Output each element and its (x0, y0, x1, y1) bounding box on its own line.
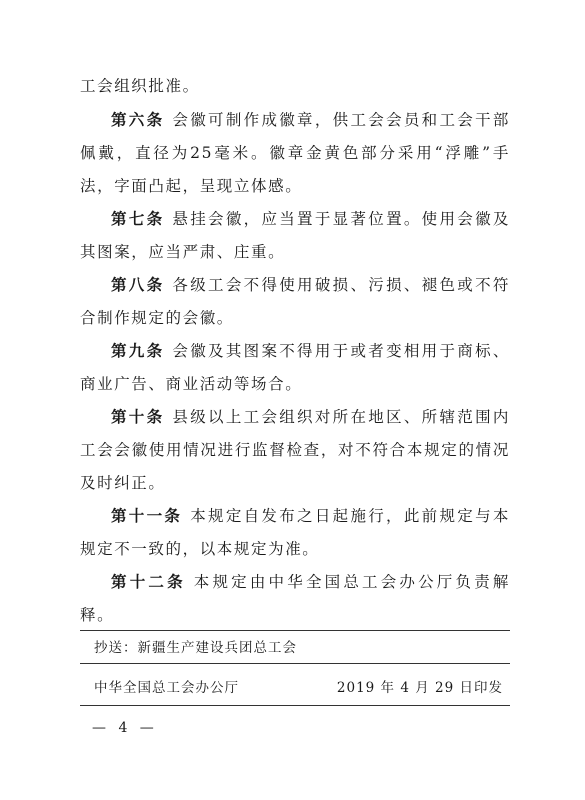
paragraph-text: 会徽及其图案不得用于或者变相用于商标、商业广告、商业活动等场合。 (80, 342, 510, 393)
article-9 (80, 334, 510, 401)
article-7 (80, 202, 510, 269)
footer-divider-top (80, 630, 510, 631)
article-heading: 第七条 (111, 209, 165, 228)
article-12 (80, 565, 510, 632)
paragraph-text: 会徽可制作成徽章，供工会会员和工会干部佩戴，直径为25毫米。徽章金黄色部分采用“浮雕”手法，字面凸起，呈现立体感。 (80, 111, 510, 195)
page-number: — 4 — (92, 720, 158, 736)
article-11 (80, 499, 510, 566)
article-6 (80, 103, 510, 203)
issue-date: 2019 年 4 月 29 日印发 (336, 680, 503, 696)
paragraph-continuation (80, 70, 510, 103)
issuer: 中华全国总工会办公厅 (94, 680, 239, 696)
paragraph-text: 悬挂会徽，应当置于显著位置。使用会徽及其图案，应当严肃、庄重。 (80, 210, 510, 261)
article-8 (80, 268, 510, 335)
footer-divider-bottom (80, 705, 510, 706)
article-heading: 第十二条 (111, 572, 186, 591)
article-heading: 第九条 (111, 341, 165, 360)
paragraph-text: 县级以上工会组织对所在地区、所辖范围内工会会徽使用情况进行监督检查，对不符合本规定的情况及时纠正。 (80, 408, 510, 492)
article-heading: 第八条 (111, 275, 165, 294)
article-heading: 第六条 (111, 110, 165, 129)
article-heading: 第十条 (111, 407, 165, 426)
paragraph-text: 各级工会不得使用破损、污损、褪色或不符合制作规定的会徽。 (80, 276, 510, 327)
article-heading: 第十一条 (111, 506, 183, 525)
paragraph-text: 本规定由中华全国总工会办公厅负责解释。 (80, 573, 510, 624)
footer-divider-middle (80, 663, 510, 664)
paragraph-text: 工会组织批准。 (80, 77, 200, 95)
cc-line: 抄送：新疆生产建设兵团总工会 (94, 640, 297, 656)
article-10 (80, 400, 510, 500)
paragraph-text: 本规定自发布之日起施行，此前规定与本规定不一致的，以本规定为准。 (80, 507, 510, 558)
